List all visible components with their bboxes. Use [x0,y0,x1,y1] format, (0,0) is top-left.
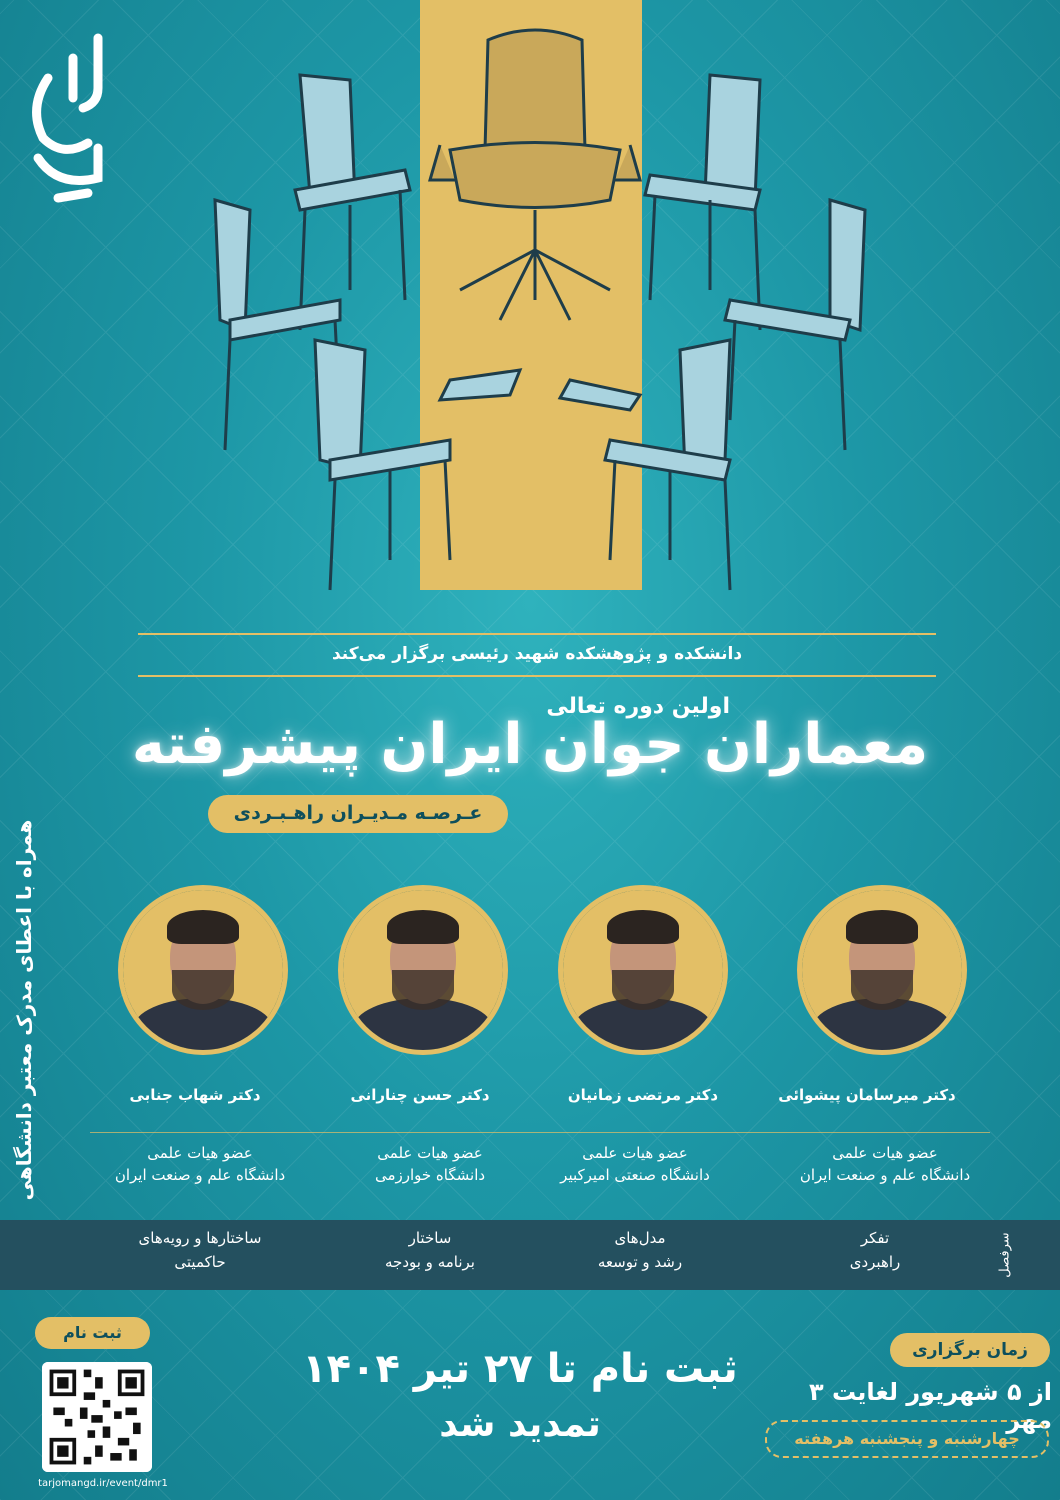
speaker-role: عضو هیات علمی [147,1144,253,1162]
schedule-days: چهارشنبه و پنجشنبه هرهفته [765,1420,1049,1458]
top-divider [138,633,936,635]
schedule-dates: از ۵ شهریور لغایت ۳ مهر [808,1378,1052,1434]
schedule-badge: زمان برگزاری [890,1333,1050,1367]
topic-line: تفکر [860,1229,890,1247]
side-text: همراه با اعطای مدرک معتبر دانشگاهی [12,819,36,1201]
topic-line: مدل‌های [614,1229,666,1247]
speaker-photo [558,885,728,1055]
speaker-affiliation [530,1142,740,1186]
speaker-name: دکتر میرسامان پیشوائی [778,1086,956,1104]
speaker-name: دکتر مرتضی زمانیان [567,1086,719,1104]
topics-header [990,1224,1020,1286]
speaker-name: دکتر شهاب جنابی [129,1086,261,1104]
pre-title: اولین دوره تعالی [546,694,730,719]
registration-url[interactable]: tarjomangd.ir/event/dmr1 [38,1478,168,1489]
subtitle: عـرصـه مـدیـران راهـبـردی [233,802,483,824]
topics-header-label: سرفصل [997,1232,1013,1278]
chairs-illustration [190,0,880,600]
speaker-role: عضو هیات علمی [582,1144,688,1162]
side-banner [4,819,44,1201]
speaker-university: دانشگاه صنعتی امیرکبیر [560,1166,710,1184]
topic-line: حاکمیتی [174,1253,226,1271]
speaker-photo [118,885,288,1055]
topic-line: ساختار [408,1229,452,1247]
topic [95,1226,305,1274]
speakers-divider [90,1132,990,1133]
qr-code-icon[interactable] [42,1362,152,1472]
topic-line: برنامه و بودجه [385,1253,475,1271]
speaker-university: دانشگاه خوارزمی [374,1166,486,1184]
speaker-affiliation [780,1142,990,1186]
topic-line: راهبردی [849,1253,901,1271]
topic-line: ساختارها و رویه‌های [138,1229,262,1247]
speaker-affiliation [95,1142,305,1186]
topic [325,1226,535,1274]
topic [535,1226,745,1274]
speaker-photo [338,885,508,1055]
register-badge: ثبت نام [35,1317,150,1349]
speaker-affiliation [325,1142,535,1186]
speaker-role: عضو هیات علمی [832,1144,938,1162]
logo-icon [18,28,118,208]
speaker-university: دانشگاه علم و صنعت ایران [799,1166,971,1184]
topic [770,1226,980,1274]
org-divider [138,675,936,677]
speaker-name: دکتر حسن چنارانی [350,1086,490,1104]
speaker-role: عضو هیات علمی [377,1144,483,1162]
page-title: معماران جوان ایران پیشرفته [131,712,929,777]
deadline-text: ثبت نام تا ۲۷ تیر ۱۴۰۴ [302,1346,738,1392]
extended-text: تمدید شد [439,1404,601,1445]
organizer-line: دانشکده و پژوهشکده شهید رئیسی برگزار می‌کند [331,644,743,664]
speaker-university: دانشگاه علم و صنعت ایران [114,1166,286,1184]
speaker-photo [797,885,967,1055]
armchair-icon [430,30,640,208]
topic-line: رشد و توسعه [597,1253,683,1271]
